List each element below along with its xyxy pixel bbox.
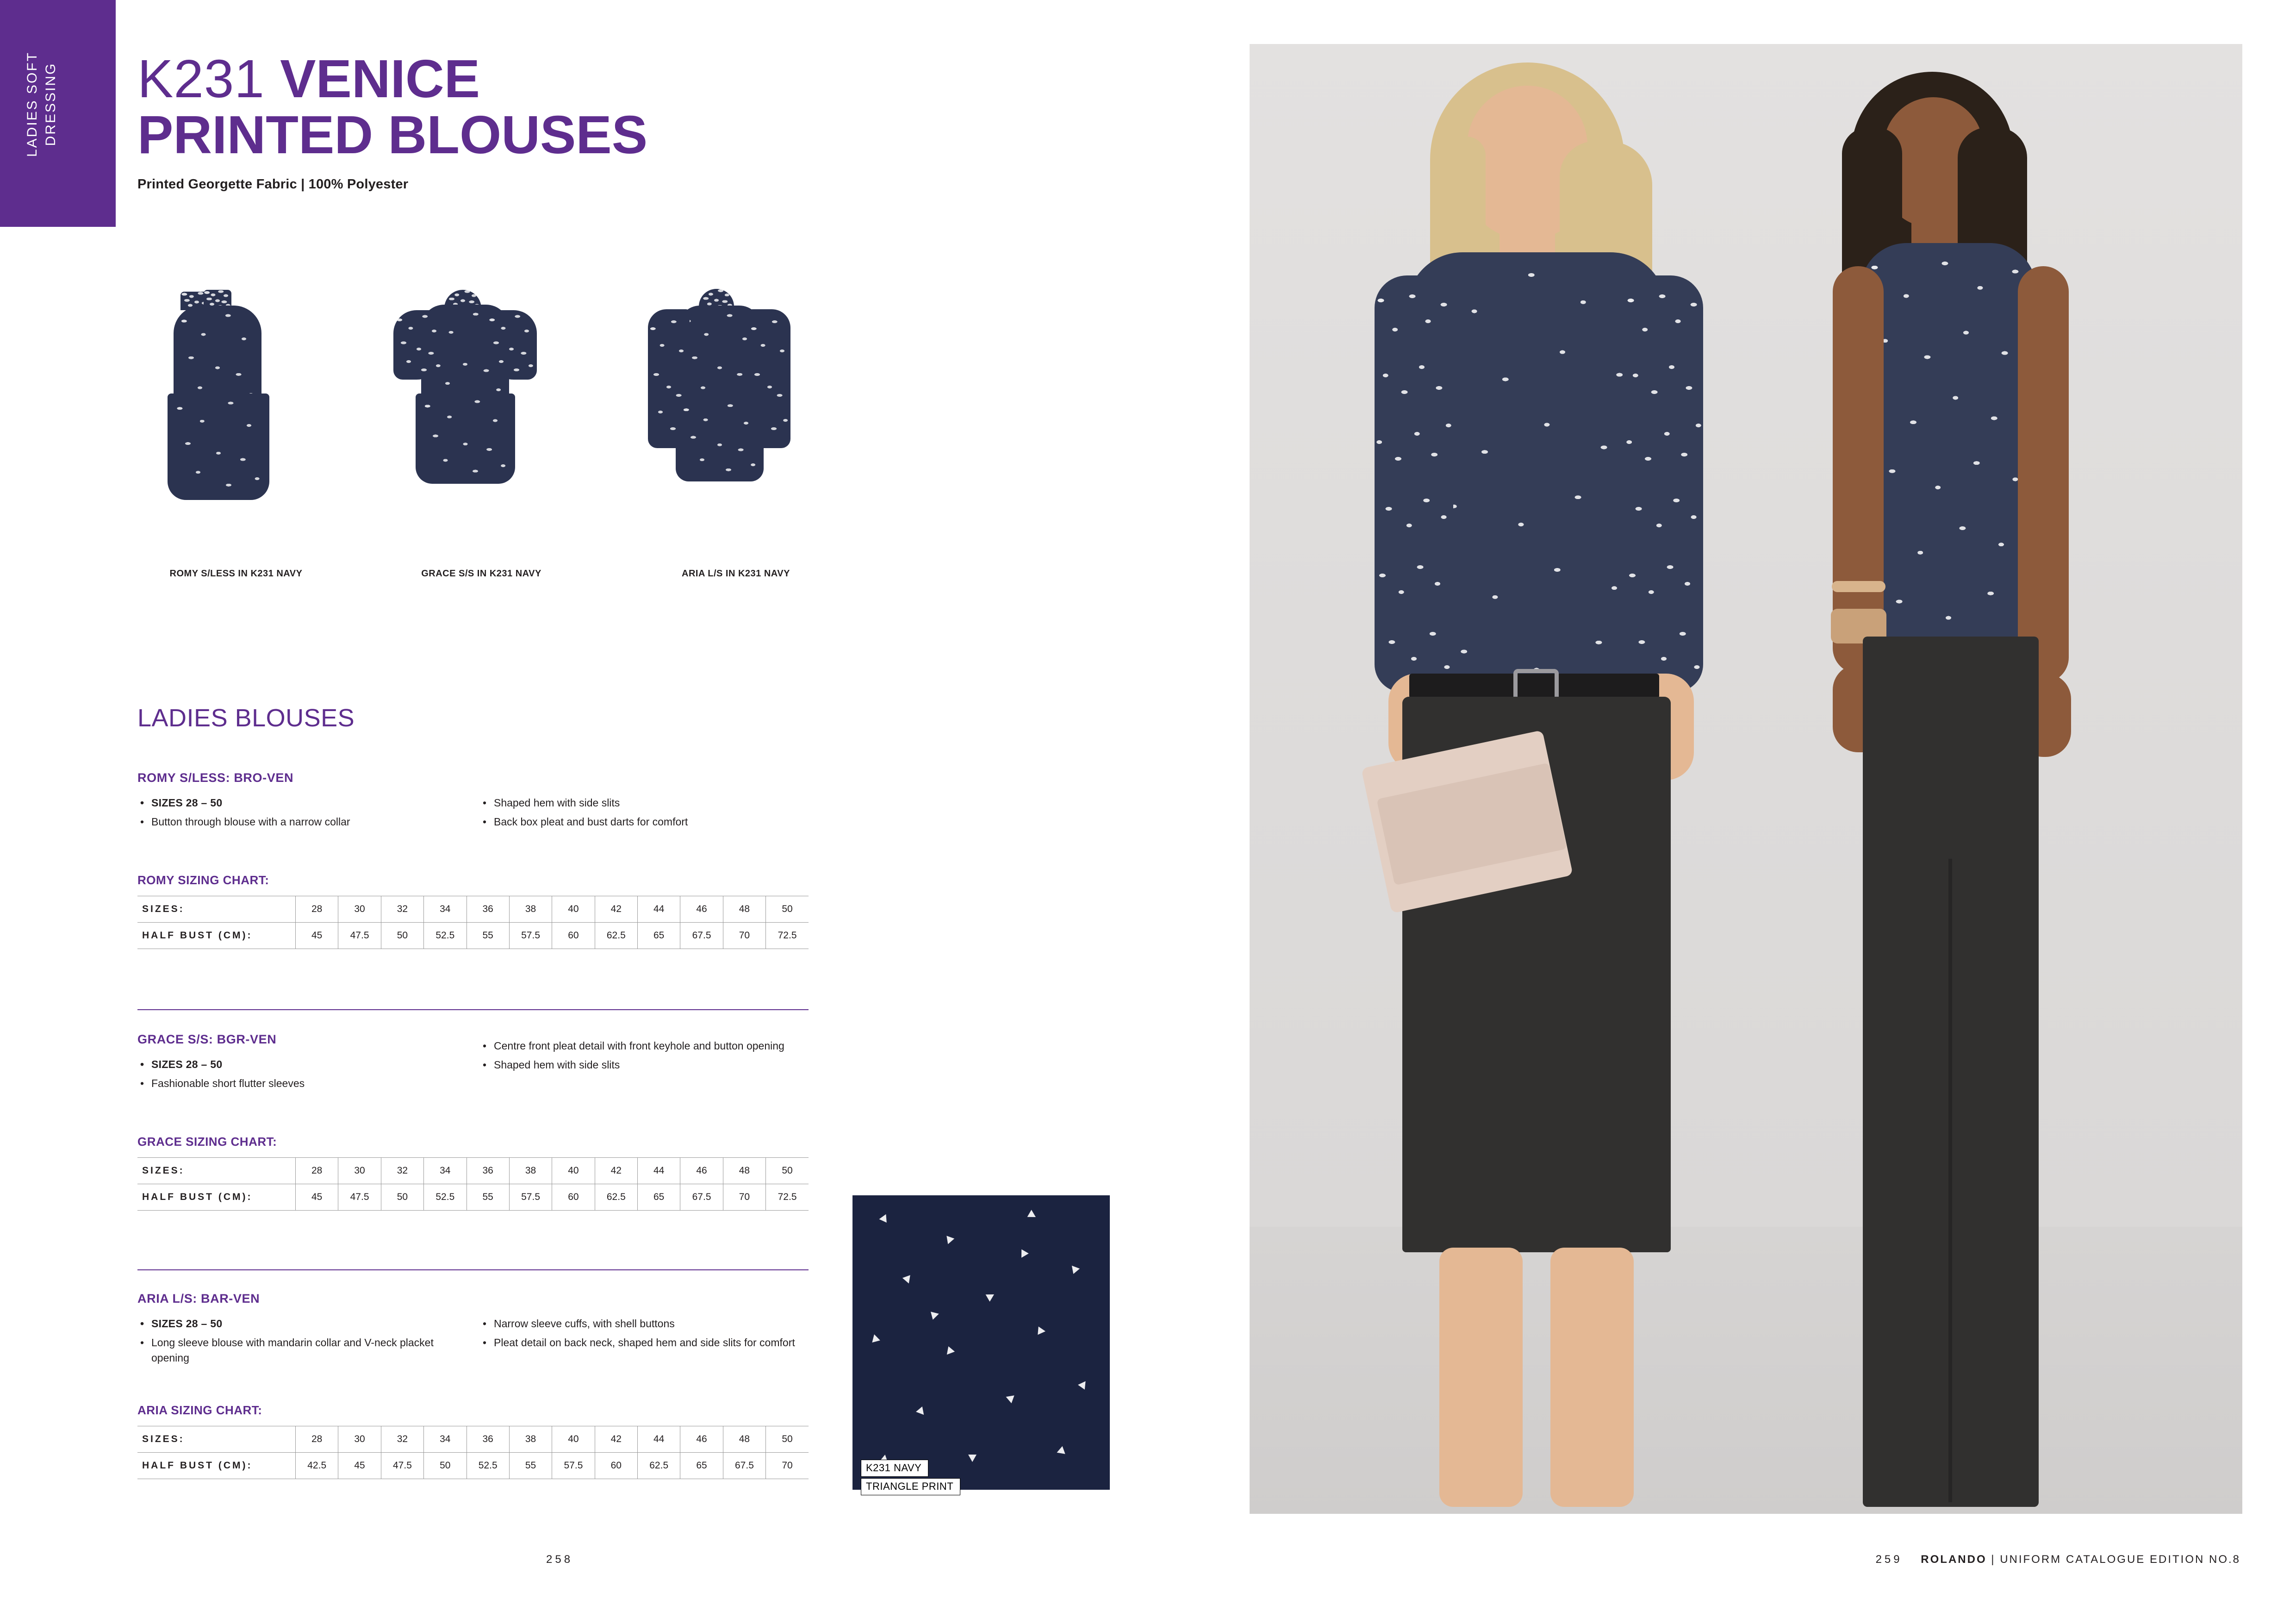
side-tab-ladies-soft-dressing	[0, 0, 116, 227]
page-footer-right	[1876, 1553, 2240, 1566]
brand-name: ROLANDO	[1921, 1553, 1987, 1566]
triangle-print-motif	[1078, 1379, 1089, 1389]
row-header: SIZES:	[137, 1158, 296, 1184]
feature-column-left	[137, 1057, 461, 1095]
cell: 55	[467, 1184, 509, 1211]
table-row	[137, 1453, 809, 1479]
leg-right	[1550, 1248, 1634, 1507]
triangle-print-motif	[931, 1310, 940, 1320]
feature-item: • Fashionable short flutter sleeves	[137, 1076, 461, 1091]
divider	[137, 1269, 809, 1270]
triangle-print-motif	[1055, 1446, 1065, 1456]
cell: 44	[638, 1426, 680, 1453]
blouse-sleeve-left	[1375, 275, 1453, 692]
row-header: SIZES:	[137, 1426, 296, 1453]
product-name: VENICE	[280, 49, 480, 109]
cell: 36	[467, 1158, 509, 1184]
cell: 45	[296, 1184, 338, 1211]
cell: 48	[723, 1158, 765, 1184]
cell: 62.5	[595, 1184, 637, 1211]
triangle-print-motif	[944, 1236, 954, 1245]
divider	[137, 1009, 809, 1010]
cell: 50	[381, 923, 423, 949]
cell: 62.5	[595, 923, 637, 949]
cell: 42	[595, 896, 637, 923]
cell: 67.5	[723, 1453, 765, 1479]
feature-item: • Shaped hem with side slits	[480, 1057, 809, 1073]
cell: 52.5	[424, 923, 467, 949]
triangle-print-motif	[1018, 1249, 1029, 1260]
triangle-print-motif	[870, 1333, 880, 1343]
cell: 50	[381, 1184, 423, 1211]
feature-columns	[137, 795, 809, 846]
thumbnail-grace	[375, 287, 588, 579]
feature-column-right	[480, 1038, 809, 1076]
cell: 67.5	[680, 1184, 723, 1211]
product-block-aria	[137, 1292, 809, 1479]
cell: 32	[381, 896, 423, 923]
table-row	[137, 1184, 809, 1211]
cell: 60	[552, 1184, 595, 1211]
row-header: HALF BUST (CM):	[137, 1184, 296, 1211]
model-figure-right	[1773, 72, 2161, 1514]
model-figure-left	[1319, 58, 1819, 1514]
side-tab-line1: LADIES SOFT	[25, 51, 40, 157]
feature-item: • Shaped hem with side slits	[480, 795, 809, 811]
cell: 46	[680, 896, 723, 923]
cell: 72.5	[766, 923, 809, 949]
row-header: SIZES:	[137, 896, 296, 923]
cell: 36	[467, 896, 509, 923]
table-row	[137, 896, 809, 923]
cell: 42	[595, 1426, 637, 1453]
triangle-print-motif	[1038, 1326, 1046, 1335]
cell: 65	[638, 923, 680, 949]
cell: 28	[296, 896, 338, 923]
cell: 50	[766, 1426, 809, 1453]
page-number-right: 259	[1875, 1553, 1903, 1566]
title-line-2: PRINTED BLOUSES	[137, 105, 648, 165]
triangle-print-motif	[916, 1406, 927, 1418]
product-title: GRACE S/S: BGR-VEN	[137, 1032, 277, 1046]
model-photograph	[1250, 44, 2242, 1514]
leg-left	[1439, 1248, 1523, 1507]
cell: 38	[509, 896, 552, 923]
title-line-1	[137, 49, 924, 109]
sizing-chart-label: ROMY SIZING CHART:	[137, 873, 269, 887]
cell: 65	[680, 1453, 723, 1479]
trouser-center-seam	[1948, 859, 1952, 1502]
cell: 62.5	[638, 1453, 680, 1479]
feature-column-left	[137, 1316, 461, 1369]
page-title	[137, 51, 924, 192]
cell: 67.5	[680, 923, 723, 949]
swatch-label-print: TRIANGLE PRINT	[861, 1478, 960, 1495]
cell: 70	[723, 923, 765, 949]
cell: 28	[296, 1426, 338, 1453]
cell: 47.5	[338, 1184, 381, 1211]
cell: 47.5	[338, 923, 381, 949]
feature-item: • Centre front pleat detail with front keyhole and button opening	[480, 1038, 809, 1054]
cell: 44	[638, 896, 680, 923]
thumbnail-caption: ARIA L/S IN K231 NAVY	[682, 568, 790, 579]
cell: 30	[338, 1426, 381, 1453]
feature-column-left	[137, 795, 461, 833]
feature-item: • Long sleeve blouse with mandarin collar and V-neck placket opening	[137, 1335, 461, 1366]
feature-item: • Narrow sleeve cuffs, with shell buttons	[480, 1316, 809, 1331]
cell: 46	[680, 1426, 723, 1453]
cell: 45	[338, 1453, 381, 1479]
thumbnail-caption: ROMY S/LESS IN K231 NAVY	[169, 568, 303, 579]
feature-column-right	[480, 795, 809, 833]
romy-garment-illustration	[130, 287, 342, 565]
cell: 48	[723, 896, 765, 923]
feature-item: • Pleat detail on back neck, shaped hem and side slits for comfort	[480, 1335, 809, 1350]
sizing-table-body	[137, 896, 809, 949]
cell: 32	[381, 1158, 423, 1184]
cell: 60	[552, 923, 595, 949]
cell: 38	[509, 1158, 552, 1184]
table-row	[137, 1158, 809, 1184]
cell: 42.5	[296, 1453, 338, 1479]
cell: 30	[338, 896, 381, 923]
cell: 28	[296, 1158, 338, 1184]
cell: 40	[552, 1426, 595, 1453]
page-number-left: 258	[546, 1553, 573, 1566]
cell: 40	[552, 896, 595, 923]
grace-garment-illustration	[375, 287, 588, 565]
table-row	[137, 923, 809, 949]
cell: 38	[509, 1426, 552, 1453]
cell: 52.5	[424, 1184, 467, 1211]
romy-hem	[168, 394, 269, 500]
side-tab-line2: DRESSING	[43, 62, 58, 146]
sizing-table-romy	[137, 896, 809, 949]
cell: 32	[381, 1426, 423, 1453]
sizing-table-body	[137, 1426, 809, 1479]
cell: 40	[552, 1158, 595, 1184]
grace-hem	[416, 394, 515, 484]
sizing-table-grace	[137, 1157, 809, 1211]
thumbnail-caption: GRACE S/S IN K231 NAVY	[421, 568, 541, 579]
cell: 55	[509, 1453, 552, 1479]
feature-column-right	[480, 1316, 809, 1354]
feature-item: • SIZES 28 – 50	[137, 795, 461, 811]
section-heading: LADIES BLOUSES	[137, 704, 355, 732]
cell: 47.5	[381, 1453, 423, 1479]
triangle-print-motif	[1027, 1210, 1038, 1221]
arm-right	[2018, 266, 2069, 683]
catalogue-edition: UNIFORM CATALOGUE EDITION NO.8	[2000, 1553, 2240, 1566]
cell: 34	[424, 1158, 467, 1184]
triangle-print-motif	[968, 1455, 977, 1462]
feature-item: • Button through blouse with a narrow collar	[137, 814, 461, 830]
sizing-chart-label: GRACE SIZING CHART:	[137, 1135, 277, 1149]
cell: 44	[638, 1158, 680, 1184]
sizing-table-aria	[137, 1426, 809, 1479]
cell: 42	[595, 1158, 637, 1184]
cell: 55	[467, 923, 509, 949]
cell: 34	[424, 1426, 467, 1453]
triangle-print-motif	[1069, 1263, 1080, 1274]
footer-separator: |	[1991, 1553, 1996, 1566]
cell: 57.5	[509, 1184, 552, 1211]
cell: 30	[338, 1158, 381, 1184]
grace-sleeve-left	[393, 310, 444, 380]
cell: 60	[595, 1453, 637, 1479]
feature-item: • Back box pleat and bust darts for comfort	[480, 814, 809, 830]
feature-item: • SIZES 28 – 50	[137, 1316, 461, 1331]
cell: 45	[296, 923, 338, 949]
table-row	[137, 1426, 809, 1453]
swatch-label-color: K231 NAVY	[861, 1460, 928, 1477]
product-title: ROMY S/LESS: BRO-VEN	[137, 771, 294, 785]
feature-item: • SIZES 28 – 50	[137, 1057, 461, 1072]
row-header: HALF BUST (CM):	[137, 1453, 296, 1479]
thumbnail-romy	[130, 287, 342, 579]
triangle-print-motif	[944, 1346, 955, 1357]
cell: 50	[766, 896, 809, 923]
sizing-chart-label: ARIA SIZING CHART:	[137, 1403, 262, 1417]
side-tab-label	[23, 7, 60, 201]
grace-sleeve-right	[486, 310, 537, 380]
sizing-table-body	[137, 1158, 809, 1211]
feature-columns	[137, 1316, 809, 1376]
product-thumbnails	[130, 287, 916, 611]
cell: 52.5	[467, 1453, 509, 1479]
row-header: HALF BUST (CM):	[137, 923, 296, 949]
sleeveless-blouse	[1860, 243, 2036, 650]
cell: 70	[723, 1184, 765, 1211]
product-block-grace	[137, 1032, 809, 1211]
aria-garment-illustration	[629, 287, 842, 565]
cell: 48	[723, 1426, 765, 1453]
blouse-sleeve-right	[1624, 275, 1703, 692]
fabric-subtitle: Printed Georgette Fabric | 100% Polyester	[137, 177, 409, 192]
cell: 57.5	[509, 923, 552, 949]
swatch-fabric-area	[852, 1195, 1110, 1490]
triangle-print-motif	[1004, 1393, 1014, 1403]
product-code: K231	[137, 49, 265, 109]
product-block-romy	[137, 771, 809, 949]
product-title: ARIA L/S: BAR-VEN	[137, 1292, 260, 1305]
cell: 57.5	[552, 1453, 595, 1479]
cell: 50	[766, 1158, 809, 1184]
triangle-print-motif	[879, 1212, 890, 1223]
thumbnail-aria	[629, 287, 842, 579]
right-page	[1222, 0, 2296, 1624]
feature-columns	[137, 1040, 809, 1108]
triangle-print-motif	[902, 1275, 913, 1285]
cell: 50	[424, 1453, 467, 1479]
bracelet	[1832, 581, 1885, 592]
cell: 65	[638, 1184, 680, 1211]
aria-hem	[676, 398, 764, 481]
cell: 34	[424, 896, 467, 923]
cell: 72.5	[766, 1184, 809, 1211]
cell: 36	[467, 1426, 509, 1453]
cell: 70	[766, 1453, 809, 1479]
fabric-swatch	[847, 1190, 1115, 1495]
cell: 46	[680, 1158, 723, 1184]
triangle-print-motif	[986, 1291, 996, 1302]
